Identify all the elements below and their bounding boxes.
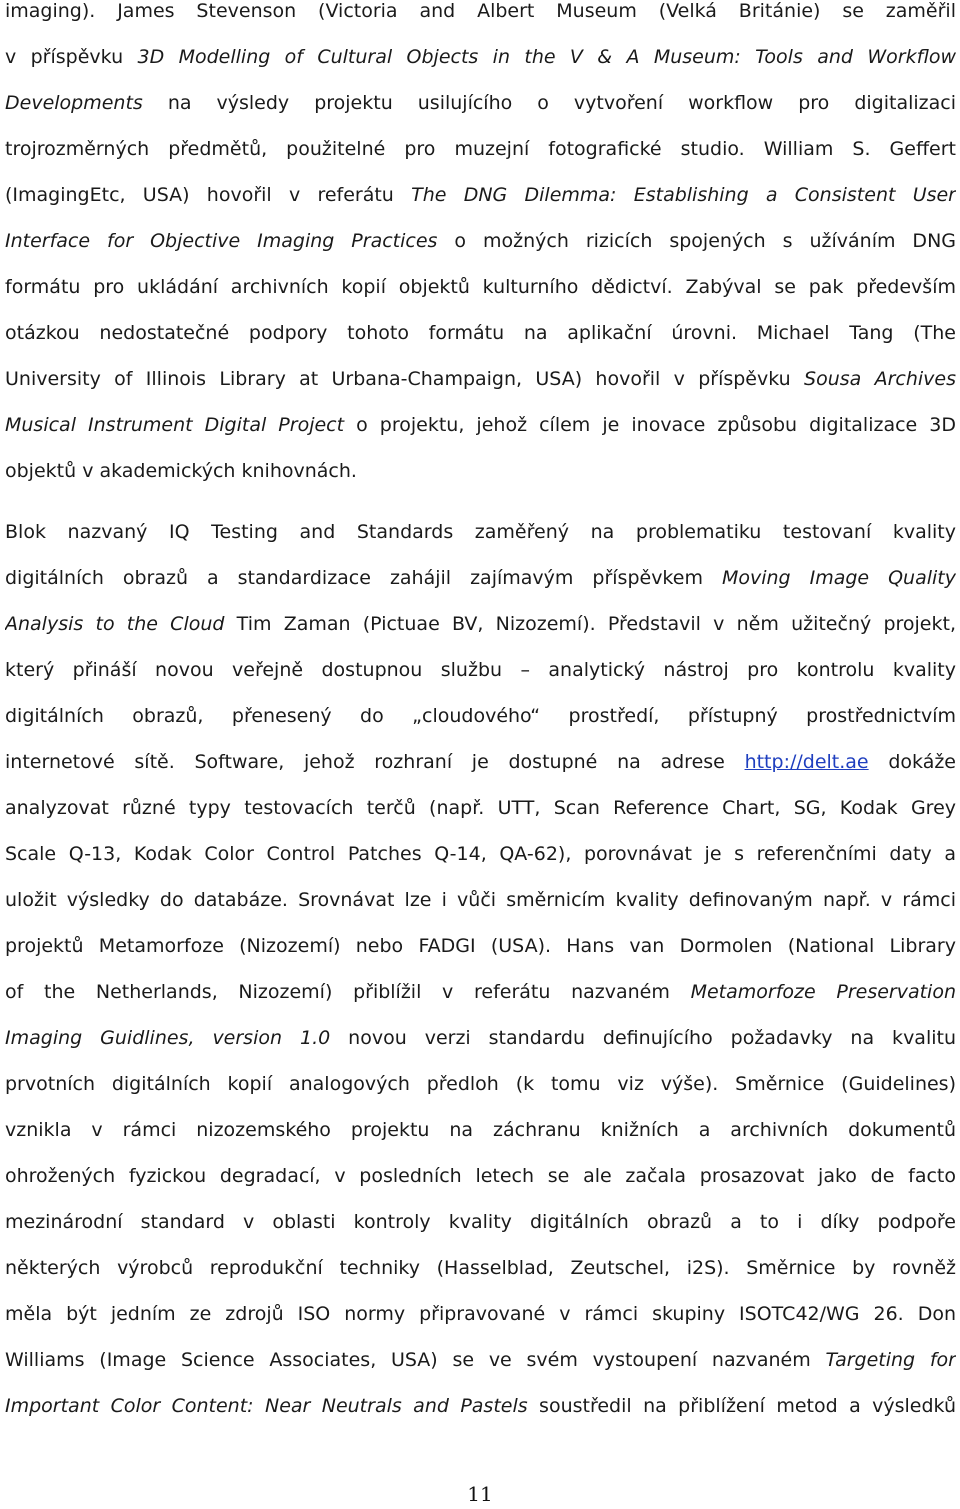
- italic-title: Imaging Guidlines, version 1.0: [5, 1027, 331, 1049]
- text-run: formátu pro ukládání archivních kopií objektů kulturního dědictví. Zabýval se pak především: [5, 276, 956, 298]
- text-line: [5, 1245, 956, 1291]
- italic-title: Musical Instrument Digital Project: [5, 414, 345, 436]
- text-line: [5, 356, 956, 402]
- text-run: který přináší novou veřejně dostupnou službu – analytický nástroj pro kontrolu kvality: [5, 659, 956, 681]
- text-run: of the Netherlands, Nizozemí) přiblížil v referátu nazvaném: [5, 981, 691, 1003]
- text-line: [5, 264, 956, 310]
- text-line: [5, 448, 956, 494]
- text-line: [5, 126, 956, 172]
- text-run: o projektu, jehož cílem je inovace způsobu digitalizace 3D: [344, 414, 956, 436]
- text-run: Scale Q-13, Kodak Color Control Patches Q-14, QA-62), porovnávat je s referenčními daty a: [5, 843, 956, 865]
- italic-title: Analysis to the Cloud: [5, 613, 225, 635]
- text-line: [5, 80, 956, 126]
- text-line: [5, 402, 956, 448]
- text-line: [5, 0, 956, 34]
- text-run: University of Illinois Library at Urbana-Champaign, USA) hovořil v příspěvku: [5, 368, 805, 390]
- text-run: soustředil na přiblížení metod a výsledků: [527, 1395, 956, 1417]
- text-run: mezinárodní standard v oblasti kontroly kvality digitálních obrazů a to i díky podpoře: [5, 1211, 956, 1233]
- text-run: otázkou nedostatečné podpory tohoto formátu na aplikační úrovni. Michael Tang (The: [5, 322, 956, 344]
- italic-title: 3D Modelling of Cultural Objects in the V & A Museum: Tools and Workflow: [137, 46, 956, 68]
- text-line: [5, 877, 956, 923]
- text-line: [5, 1337, 956, 1383]
- text-run: Williams (Image Science Associates, USA) se ve svém vystoupení nazvaném: [5, 1349, 826, 1371]
- text-line: [5, 1199, 956, 1245]
- italic-title: Metamorfoze Preservation: [690, 981, 956, 1003]
- text-line: [5, 739, 956, 785]
- italic-title: Important Color Content: Near Neutrals and Pastels: [5, 1395, 528, 1417]
- text-run: novou verzi standardu definujícího požadavky na kvalitu: [330, 1027, 956, 1049]
- text-run: digitálních obrazů, přenesený do „cloudového“ prostředí, přístupný prostřednictvím: [5, 705, 956, 727]
- text-line: [5, 1015, 956, 1061]
- text-line: [5, 1383, 956, 1429]
- text-line: [5, 218, 956, 264]
- italic-title: Moving Image Quality: [721, 567, 956, 589]
- text-run: některých výrobců reprodukční techniky (Hasselblad, Zeutschel, i2S). Směrnice by rovněž: [5, 1257, 956, 1279]
- text-line: [5, 831, 956, 877]
- page-number: 11: [467, 1482, 493, 1506]
- url-link[interactable]: http://delt.ae: [744, 751, 869, 773]
- italic-title: Interface for Objective Imaging Practices: [5, 230, 438, 252]
- text-line: [5, 1061, 956, 1107]
- text-line: [5, 555, 956, 601]
- italic-title: Sousa Archives: [804, 368, 956, 390]
- text-run: (ImagingEtc, USA) hovořil v referátu: [5, 184, 412, 206]
- text-run: digitálních obrazů a standardizace zahájil zajímavým příspěvkem: [5, 567, 722, 589]
- text-run: vznikla v rámci nizozemského projektu na záchranu knižních a archivních dokumentů: [5, 1119, 956, 1141]
- text-line: [5, 1107, 956, 1153]
- paragraph-iq-testing: [5, 509, 956, 1429]
- text-line: [5, 601, 956, 647]
- text-run: měla být jedním ze zdrojů ISO normy připravované v rámci skupiny ISOTC42/WG 26. Don: [5, 1303, 956, 1325]
- text-run: Blok nazvaný IQ Testing and Standards zaměřený na problematiku testovaní kvality: [5, 521, 956, 543]
- text-line: [5, 1153, 956, 1199]
- italic-title: The DNG Dilemma: Establishing a Consistent User: [411, 184, 956, 206]
- text-line: [5, 310, 956, 356]
- text-run: o možných rizicích spojených s užíváním DNG: [437, 230, 956, 252]
- text-run: trojrozměrných předmětů, použitelné pro muzejní fotografické studio. William S. Geffert: [5, 138, 956, 160]
- text-run: dokáže: [868, 751, 956, 773]
- text-line: [5, 693, 956, 739]
- text-run: analyzovat různé typy testovacích terčů (např. UTT, Scan Reference Chart, SG, Kodak Grey: [5, 797, 956, 819]
- text-line: [5, 647, 956, 693]
- paragraph-conference-talks: [5, 0, 956, 494]
- text-line: [5, 172, 956, 218]
- text-line: [5, 969, 956, 1015]
- text-line: [5, 34, 956, 80]
- italic-title: Developments: [5, 92, 143, 114]
- text-run: v příspěvku: [5, 46, 138, 68]
- text-run: prvotních digitálních kopií analogových předloh (k tomu viz výše). Směrnice (Guidelines): [5, 1073, 956, 1095]
- text-run: ohrožených fyzickou degradací, v posledních letech se ale začala prosazovat jako de facto: [5, 1165, 956, 1187]
- text-line: [5, 923, 956, 969]
- text-run: uložit výsledky do databáze. Srovnávat lze i vůči směrnicím kvality definovaným např. v rámci: [5, 889, 956, 911]
- text-run: projektů Metamorfoze (Nizozemí) nebo FADGI (USA). Hans van Dormolen (National Library: [5, 935, 956, 957]
- text-run: internetové sítě. Software, jehož rozhraní je dostupné na adrese: [5, 751, 745, 773]
- text-run: objektů v akademických knihovnách.: [5, 460, 357, 482]
- text-run: Tim Zaman (Pictuae BV, Nizozemí). Představil v něm užitečný projekt,: [224, 613, 956, 635]
- text-line: [5, 509, 956, 555]
- text-run: na výsledy projektu usilujícího o vytvoření workflow pro digitalizaci: [142, 92, 956, 114]
- text-line: [5, 785, 956, 831]
- italic-title: Targeting for: [825, 1349, 956, 1371]
- text-line: [5, 1291, 956, 1337]
- text-run: imaging). James Stevenson (Victoria and Albert Museum (Velká Británie) se zaměřil: [5, 0, 956, 22]
